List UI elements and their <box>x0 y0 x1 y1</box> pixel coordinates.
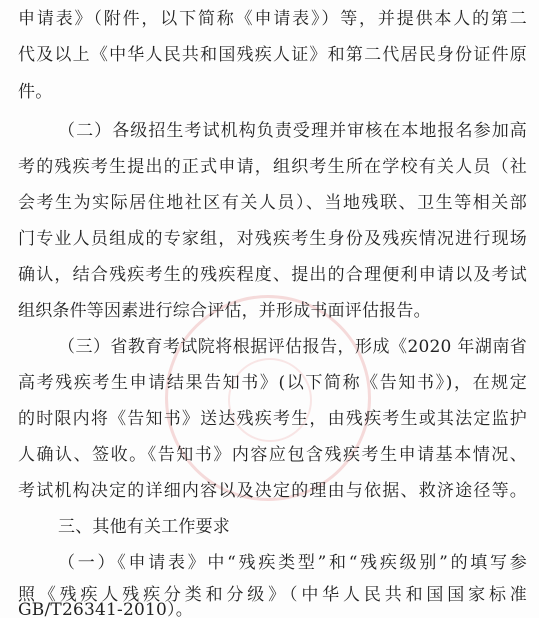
paragraph-line: 高考残疾考生申请结果告知书》(以下简称《告知书》)，在规定 <box>18 373 527 393</box>
paragraph-line: 门专业人员组成的专家组，对残疾考生身份及残疾情况进行现场 <box>18 229 527 249</box>
paragraph-line: 会考生为实际居住地社区有关人员）、当地残联、卫生等相关部 <box>18 193 527 213</box>
paragraph-line: 考试机构决定的详细内容以及决定的理由与依据、救济途径等。 <box>18 481 527 501</box>
paragraph-line: 件。 <box>18 82 53 102</box>
paragraph-line: 照《残疾人残疾分类和分级》（中华人民共和国国家标准 <box>18 585 527 605</box>
section-heading: 三、其他有关工作要求 <box>58 517 230 537</box>
paragraph-line: （一）《申请表》中“残疾类型”和“残疾级别”的填写参 <box>58 553 527 573</box>
paragraph-line: GB/T26341-2010）。 <box>18 600 193 620</box>
paragraph-line: 人确认、签收。《告知书》内容应包含残疾考生申请基本情况、 <box>18 445 527 465</box>
paragraph-line: 的时限内将《告知书》送达残疾考生，由残疾考生或其法定监护 <box>18 409 527 429</box>
paragraph-line: （二）各级招生考试机构负责受理并审核在本地报名参加高 <box>58 121 527 141</box>
paragraph-line: （三）省教育考试院将根据评估报告，形成《2020 年湖南省 <box>58 337 527 357</box>
paragraph-line: 考的残疾考生提出的正式申请，组织考生所在学校有关人员（社 <box>18 157 527 177</box>
paragraph-line: 代及以上《中华人民共和国残疾人证》和第二代居民身份证件原 <box>18 45 527 65</box>
paragraph-line: 确认，结合残疾考生的残疾程度、提出的合理便利申请以及考试 <box>18 265 527 285</box>
paragraph-line: 申请表》（附件，以下简称《申请表》）等，并提供本人的第二 <box>18 9 527 29</box>
paragraph-line: 组织条件等因素进行综合评估，并形成书面评估报告。 <box>18 301 431 321</box>
